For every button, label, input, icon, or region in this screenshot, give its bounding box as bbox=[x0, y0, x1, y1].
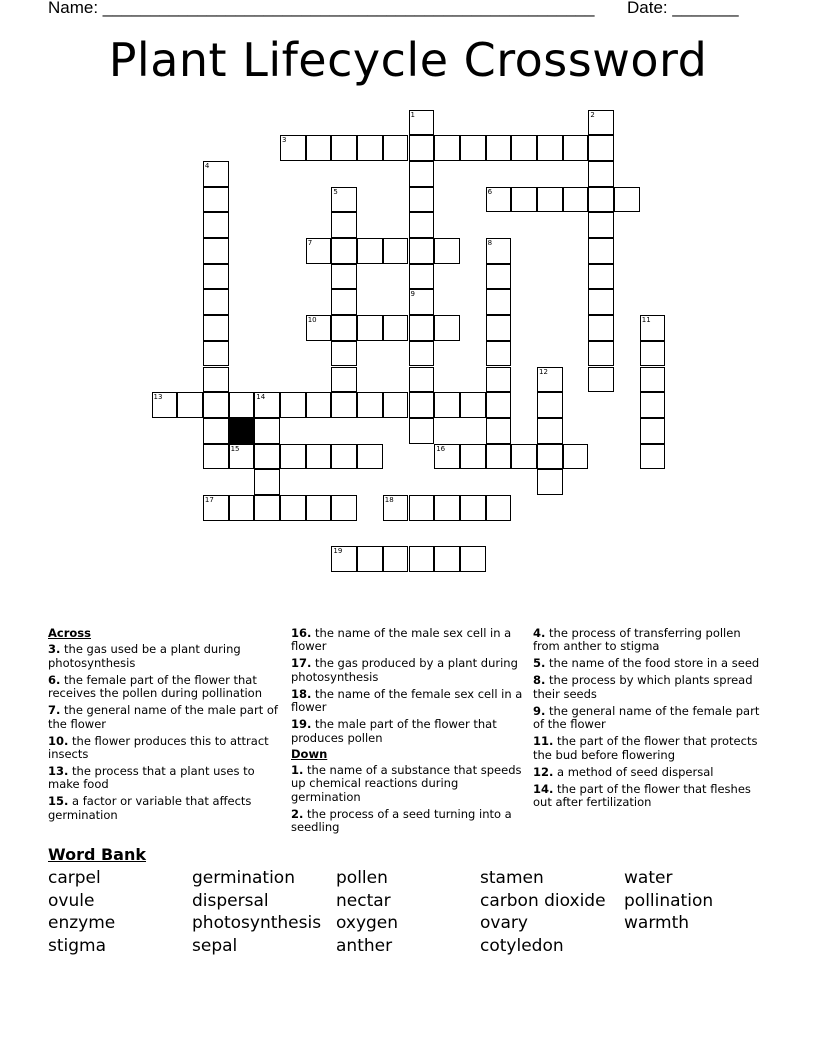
grid-cell[interactable] bbox=[460, 495, 486, 521]
word-bank-word: ovule bbox=[48, 891, 95, 911]
grid-cell[interactable] bbox=[331, 495, 357, 521]
grid-cell[interactable] bbox=[486, 367, 512, 393]
grid-cell[interactable] bbox=[409, 110, 435, 136]
cell-number: 10 bbox=[307, 316, 317, 325]
cell-number: 9 bbox=[410, 290, 415, 299]
across-clue bbox=[48, 765, 280, 792]
down-clue bbox=[533, 735, 765, 762]
grid-cell[interactable] bbox=[640, 315, 666, 341]
word-bank-word: stamen bbox=[480, 868, 544, 888]
grid-cell[interactable] bbox=[383, 546, 409, 572]
grid-cell[interactable] bbox=[460, 392, 486, 418]
cell-number: 13 bbox=[153, 393, 163, 402]
grid-cell[interactable] bbox=[254, 469, 280, 495]
grid-cell[interactable] bbox=[537, 444, 563, 470]
clue-number: 1. bbox=[291, 763, 304, 778]
clue-text: the part of the flower that protects the bud before flowering bbox=[533, 734, 758, 762]
word-bank-word: carbon dioxide bbox=[480, 891, 606, 911]
clue-number: 19. bbox=[291, 717, 312, 732]
grid-cell[interactable] bbox=[280, 495, 306, 521]
grid-cell[interactable] bbox=[383, 135, 409, 161]
word-bank-word: photosynthesis bbox=[192, 913, 322, 933]
grid-cell[interactable] bbox=[486, 289, 512, 315]
grid-cell[interactable] bbox=[588, 289, 614, 315]
grid-cell[interactable] bbox=[588, 238, 614, 264]
grid-cell[interactable] bbox=[460, 135, 486, 161]
clue-number: 16. bbox=[291, 626, 312, 640]
grid-cell[interactable] bbox=[511, 444, 537, 470]
cell-number: 15 bbox=[230, 444, 240, 453]
grid-cell[interactable] bbox=[280, 135, 306, 161]
grid-cell[interactable] bbox=[280, 444, 306, 470]
down-clue bbox=[533, 783, 765, 810]
grid-cell[interactable] bbox=[640, 418, 666, 444]
word-bank-word: oxygen bbox=[336, 913, 399, 933]
clue-text: the name of a substance that speeds up chemical reactions during germination bbox=[291, 763, 522, 804]
across-clue bbox=[291, 627, 523, 654]
grid-cell[interactable] bbox=[331, 135, 357, 161]
grid-cell[interactable] bbox=[511, 135, 537, 161]
grid-cell[interactable] bbox=[537, 367, 563, 393]
grid-cell[interactable] bbox=[331, 315, 357, 341]
across-clue bbox=[291, 657, 523, 684]
grid-cell[interactable] bbox=[486, 187, 512, 213]
grid-cell[interactable] bbox=[203, 444, 229, 470]
clue-number: 4. bbox=[533, 626, 546, 640]
grid-cell[interactable] bbox=[254, 418, 280, 444]
grid-cell[interactable] bbox=[409, 289, 435, 315]
grid-cell[interactable] bbox=[588, 110, 614, 136]
across-clue bbox=[48, 704, 280, 731]
grid-cell[interactable] bbox=[331, 392, 357, 418]
clue-number: 2. bbox=[291, 806, 304, 821]
grid-cell[interactable] bbox=[357, 546, 383, 572]
grid-cell[interactable] bbox=[306, 135, 332, 161]
grid-cell[interactable] bbox=[409, 135, 435, 161]
grid-cell[interactable] bbox=[203, 161, 229, 187]
grid-cell[interactable] bbox=[486, 495, 512, 521]
grid-cell[interactable] bbox=[331, 187, 357, 213]
grid-cell[interactable] bbox=[588, 187, 614, 213]
word-bank-word: ovary bbox=[480, 913, 528, 933]
grid-cell[interactable] bbox=[383, 315, 409, 341]
across-clue bbox=[48, 795, 280, 822]
grid-cell[interactable] bbox=[588, 315, 614, 341]
grid-cell[interactable] bbox=[177, 392, 203, 418]
grid-cell[interactable] bbox=[486, 341, 512, 367]
name-line: Name: ____________________________________________________ bbox=[48, 0, 595, 17]
clue-text: the process by which plants spread their seeds bbox=[533, 673, 753, 701]
grid-cell[interactable] bbox=[331, 264, 357, 290]
grid-cell[interactable] bbox=[434, 315, 460, 341]
cell-number: 19 bbox=[333, 547, 343, 556]
word-bank-word: stigma bbox=[48, 936, 107, 956]
grid-cell[interactable] bbox=[357, 238, 383, 264]
cell-number: 7 bbox=[307, 239, 313, 247]
grid-cell[interactable] bbox=[254, 392, 280, 418]
across-heading: Across bbox=[48, 626, 91, 640]
clue-text: a factor or variable that affects germination bbox=[48, 794, 252, 822]
grid-cell[interactable] bbox=[588, 264, 614, 290]
word-bank-word: enzyme bbox=[48, 913, 116, 933]
grid-cell[interactable] bbox=[614, 187, 640, 213]
grid-cell[interactable] bbox=[203, 367, 229, 393]
grid-cell[interactable] bbox=[331, 238, 357, 264]
grid-cell[interactable] bbox=[203, 315, 229, 341]
grid-cell[interactable] bbox=[486, 444, 512, 470]
clue-text: the flower produces this to attract insects bbox=[48, 733, 269, 762]
grid-cell[interactable] bbox=[537, 418, 563, 444]
cell-number: 2 bbox=[590, 110, 595, 119]
grid-cell[interactable] bbox=[563, 187, 589, 213]
down-clues-column-3 bbox=[533, 627, 765, 813]
clue-text: the female part of the flower that receives the pollen during pollination bbox=[48, 672, 262, 701]
clue-text: a method of seed dispersal bbox=[553, 764, 714, 779]
word-bank-word: nectar bbox=[336, 891, 391, 911]
grid-cell[interactable] bbox=[357, 444, 383, 470]
grid-cell[interactable] bbox=[254, 444, 280, 470]
clue-text: the gas produced by a plant during photosynthesis bbox=[291, 656, 518, 684]
grid-cell[interactable] bbox=[203, 264, 229, 290]
clue-number: 17. bbox=[291, 656, 312, 671]
clue-number: 11. bbox=[533, 734, 554, 749]
grid-cell[interactable] bbox=[434, 495, 460, 521]
grid-cell[interactable] bbox=[203, 418, 229, 444]
date-line: Date: _______ bbox=[627, 0, 739, 17]
grid-cell[interactable] bbox=[460, 546, 486, 572]
grid-cell[interactable] bbox=[409, 161, 435, 187]
grid-cell[interactable] bbox=[331, 212, 357, 238]
grid-cell[interactable] bbox=[203, 238, 229, 264]
word-bank-word: pollen bbox=[336, 868, 388, 888]
grid-cell[interactable] bbox=[409, 367, 435, 393]
grid-cell[interactable] bbox=[409, 418, 435, 444]
grid-cell[interactable] bbox=[409, 264, 435, 290]
cell-number: 6 bbox=[487, 187, 493, 196]
across-clues-column-1 bbox=[48, 627, 280, 826]
clues-column-2 bbox=[291, 627, 523, 838]
grid-cell[interactable] bbox=[306, 392, 332, 418]
grid-cell[interactable] bbox=[254, 495, 280, 521]
clue-number: 6. bbox=[48, 672, 61, 687]
black-cell bbox=[229, 418, 255, 444]
grid-cell[interactable] bbox=[537, 187, 563, 213]
grid-cell[interactable] bbox=[640, 367, 666, 393]
grid-cell[interactable] bbox=[409, 212, 435, 238]
down-clue bbox=[533, 674, 765, 701]
grid-cell[interactable] bbox=[357, 135, 383, 161]
grid-cell[interactable] bbox=[409, 341, 435, 367]
cell-number: 4 bbox=[204, 161, 210, 170]
word-bank-word: warmth bbox=[624, 913, 690, 933]
clue-number: 15. bbox=[48, 794, 69, 809]
down-clue bbox=[533, 766, 765, 779]
grid-cell[interactable] bbox=[434, 546, 460, 572]
word-bank-word: pollination bbox=[624, 891, 714, 911]
grid-cell[interactable] bbox=[409, 546, 435, 572]
grid-cell[interactable] bbox=[383, 392, 409, 418]
clue-number: 9. bbox=[533, 703, 546, 718]
grid-cell[interactable] bbox=[306, 315, 332, 341]
cell-number: 18 bbox=[384, 496, 394, 504]
down-clue bbox=[533, 627, 765, 654]
cell-number: 16 bbox=[436, 444, 446, 453]
grid-cell[interactable] bbox=[588, 367, 614, 393]
grid-cell[interactable] bbox=[331, 444, 357, 470]
grid-cell[interactable] bbox=[537, 469, 563, 495]
word-bank-word: water bbox=[624, 868, 673, 888]
grid-cell[interactable] bbox=[486, 392, 512, 418]
clue-text: the part of the flower that fleshes out after fertilization bbox=[533, 781, 751, 810]
cell-number: 17 bbox=[204, 496, 214, 504]
grid-cell[interactable] bbox=[486, 135, 512, 161]
grid-cell[interactable] bbox=[588, 135, 614, 161]
cell-number: 14 bbox=[256, 393, 266, 402]
across-clue bbox=[48, 735, 280, 762]
across-clue bbox=[291, 718, 523, 745]
grid-cell[interactable] bbox=[537, 392, 563, 418]
down-clue bbox=[291, 764, 523, 804]
clue-number: 14. bbox=[533, 781, 554, 796]
grid-cell[interactable] bbox=[306, 495, 332, 521]
grid-cell[interactable] bbox=[331, 367, 357, 393]
clue-number: 8. bbox=[533, 673, 546, 688]
grid-cell[interactable] bbox=[383, 495, 409, 521]
down-clue bbox=[533, 657, 765, 670]
grid-cell[interactable] bbox=[229, 495, 255, 521]
word-bank-word: germination bbox=[192, 868, 295, 888]
grid-cell[interactable] bbox=[203, 341, 229, 367]
across-clue bbox=[48, 643, 280, 670]
clue-text: the gas used be a plant during photosynthesis bbox=[48, 642, 241, 670]
grid-cell[interactable] bbox=[511, 187, 537, 213]
grid-cell[interactable] bbox=[409, 495, 435, 521]
cell-number: 5 bbox=[333, 187, 338, 196]
grid-cell[interactable] bbox=[229, 392, 255, 418]
grid-cell[interactable] bbox=[383, 238, 409, 264]
grid-cell[interactable] bbox=[203, 495, 229, 521]
clue-number: 13. bbox=[48, 764, 69, 779]
grid-cell[interactable] bbox=[640, 341, 666, 367]
clue-text: the name of the male sex cell in a flower bbox=[291, 626, 512, 654]
clue-number: 12. bbox=[533, 764, 554, 779]
grid-cell[interactable] bbox=[537, 135, 563, 161]
down-clue bbox=[533, 705, 765, 732]
word-bank-word: sepal bbox=[192, 936, 238, 956]
grid-cell[interactable] bbox=[306, 238, 332, 264]
grid-cell[interactable] bbox=[486, 315, 512, 341]
word-bank-word: anther bbox=[336, 936, 393, 956]
grid-cell[interactable] bbox=[640, 392, 666, 418]
grid-cell[interactable] bbox=[331, 341, 357, 367]
grid-cell[interactable] bbox=[640, 444, 666, 470]
grid-cell[interactable] bbox=[409, 238, 435, 264]
clue-text: the male part of the flower that produces pollen bbox=[291, 717, 497, 745]
grid-cell[interactable] bbox=[460, 444, 486, 470]
grid-cell[interactable] bbox=[563, 444, 589, 470]
grid-cell[interactable] bbox=[203, 212, 229, 238]
grid-cell[interactable] bbox=[152, 392, 178, 418]
down-clue bbox=[291, 808, 523, 835]
grid-cell[interactable] bbox=[588, 212, 614, 238]
word-bank-title: Word Bank bbox=[48, 845, 147, 864]
cell-number: 8 bbox=[487, 239, 493, 247]
grid-cell[interactable] bbox=[229, 444, 255, 470]
across-clue bbox=[291, 688, 523, 715]
clue-text: the general name of the female part of the flower bbox=[533, 703, 760, 732]
clue-text: the name of the food store in a seed bbox=[545, 656, 760, 671]
grid-cell[interactable] bbox=[331, 289, 357, 315]
grid-cell[interactable] bbox=[588, 341, 614, 367]
word-bank-word: carpel bbox=[48, 868, 101, 888]
grid-cell[interactable] bbox=[486, 418, 512, 444]
grid-cell[interactable] bbox=[357, 392, 383, 418]
cell-number: 3 bbox=[282, 136, 287, 145]
grid-cell[interactable] bbox=[357, 315, 383, 341]
word-bank-word: cotyledon bbox=[480, 936, 564, 956]
cell-number: 1 bbox=[410, 110, 415, 119]
down-heading: Down bbox=[291, 746, 328, 761]
word-bank-word: dispersal bbox=[192, 891, 269, 911]
clue-number: 18. bbox=[291, 686, 312, 701]
grid-cell[interactable] bbox=[280, 392, 306, 418]
clue-text: the process of transferring pollen from anther to stigma bbox=[533, 626, 741, 654]
grid-cell[interactable] bbox=[331, 546, 357, 572]
grid-cell[interactable] bbox=[409, 392, 435, 418]
grid-cell[interactable] bbox=[203, 187, 229, 213]
grid-cell[interactable] bbox=[588, 161, 614, 187]
across-clue bbox=[48, 674, 280, 701]
grid-cell[interactable] bbox=[434, 444, 460, 470]
grid-cell[interactable] bbox=[409, 187, 435, 213]
grid-cell[interactable] bbox=[203, 289, 229, 315]
clue-number: 5. bbox=[533, 656, 546, 671]
grid-cell[interactable] bbox=[203, 392, 229, 418]
cell-number: 12 bbox=[539, 367, 548, 376]
grid-cell[interactable] bbox=[434, 135, 460, 161]
clue-text: the name of the female sex cell in a flower bbox=[291, 686, 523, 715]
clue-text: the process that a plant uses to make food bbox=[48, 764, 255, 792]
clue-number: 7. bbox=[48, 703, 61, 718]
grid-cell[interactable] bbox=[409, 315, 435, 341]
clue-number: 3. bbox=[48, 642, 61, 657]
grid-cell[interactable] bbox=[434, 392, 460, 418]
clue-text: the general name of the male part of the flower bbox=[48, 703, 278, 731]
clue-text: the process of a seed turning into a seedling bbox=[291, 806, 512, 835]
grid-cell[interactable] bbox=[486, 264, 512, 290]
grid-cell[interactable] bbox=[563, 135, 589, 161]
grid-cell[interactable] bbox=[306, 444, 332, 470]
grid-cell[interactable] bbox=[434, 238, 460, 264]
cell-number: 11 bbox=[641, 316, 651, 325]
clue-number: 10. bbox=[48, 733, 69, 748]
grid-cell[interactable] bbox=[486, 238, 512, 264]
page-title: Plant Lifecycle Crossword bbox=[108, 33, 708, 87]
